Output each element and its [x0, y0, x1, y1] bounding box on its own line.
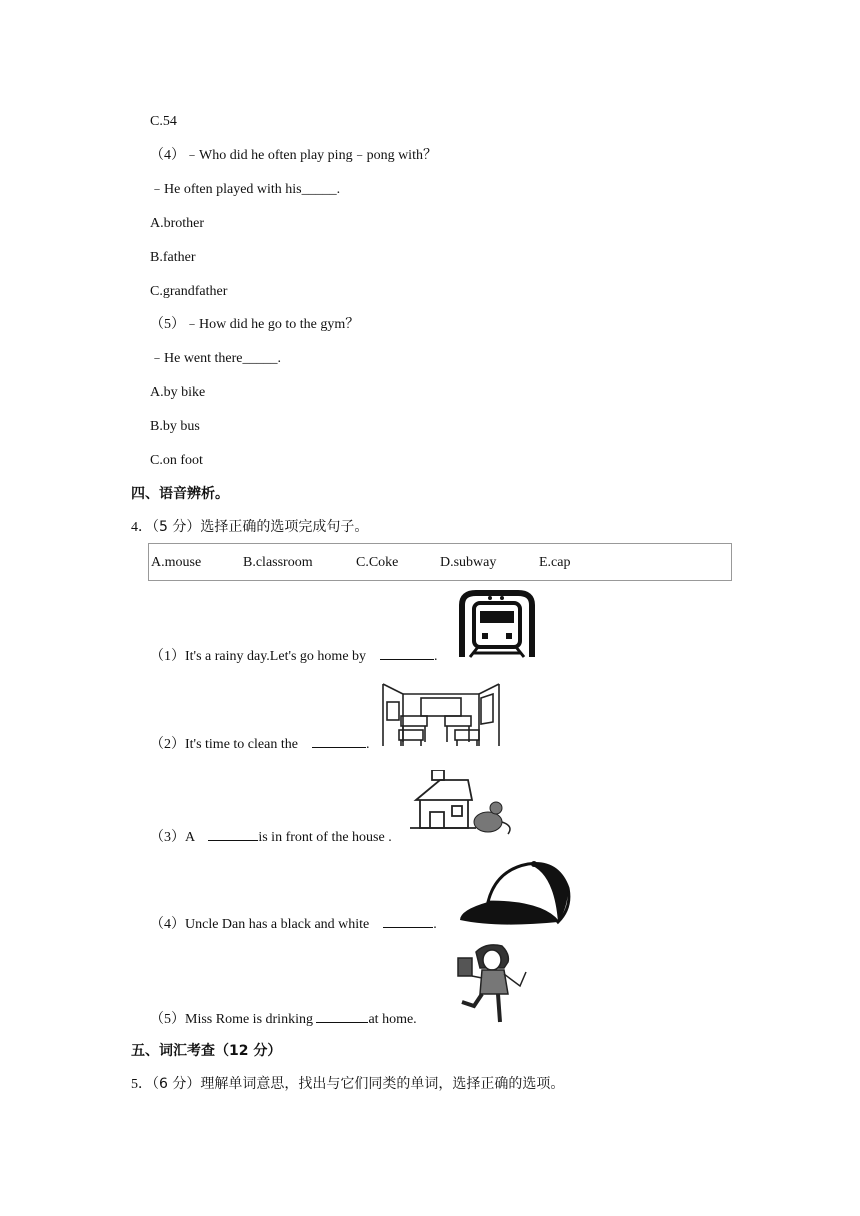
- cap-icon: [458, 858, 572, 930]
- question-4-option-a: A.brother: [150, 216, 205, 231]
- item-5-text: （5）Miss Rome is drinking: [150, 1012, 313, 1027]
- item-1-sentence: [150, 648, 438, 666]
- choice-d: D.subway: [440, 555, 497, 570]
- item-1-blank: [380, 659, 434, 660]
- item-4-sentence: [150, 916, 437, 934]
- item-4-text: （4）Uncle Dan has a black and white: [150, 917, 370, 932]
- item-4-blank: [383, 927, 433, 928]
- item-3-text: （3）A: [150, 830, 195, 845]
- section-4-title: 四、语音辨析。: [131, 486, 229, 502]
- section-5-title: 五、词汇考查（12 分）: [131, 1043, 282, 1059]
- choice-a: A.mouse: [151, 555, 202, 570]
- question-5-option-a: A.by bike: [150, 385, 206, 400]
- drinking-girl-icon: [446, 942, 530, 1024]
- mouse-house-icon: [410, 770, 518, 840]
- question-number: 4．: [131, 520, 152, 535]
- question-4-header: [131, 518, 368, 537]
- classroom-icon: [381, 682, 501, 748]
- item-1-end: .: [434, 649, 438, 664]
- item-2-end: .: [365, 737, 370, 752]
- question-5-option-c: C.on foot: [150, 453, 203, 468]
- choices-box: [148, 543, 732, 581]
- item-2-sentence: [150, 736, 369, 754]
- question-text: （5 分）选择正确的选项完成句子。: [152, 519, 369, 535]
- item-3-end: is in front of the house .: [258, 830, 392, 845]
- subway-train-icon: [456, 589, 538, 659]
- item-5-sentence: [150, 1011, 417, 1029]
- question-4-prompt: （4）﹣Who did he often play ping﹣pong with？: [150, 148, 437, 163]
- item-1-text: （1）It's a rainy day.Let's go home by: [150, 649, 367, 664]
- choice-e: E.cap: [539, 555, 571, 570]
- question-4-option-c: C.grandfather: [150, 284, 228, 299]
- choice-c: C.Coke: [356, 555, 399, 570]
- item-4-end: .: [433, 917, 437, 932]
- question-number: 5．: [131, 1077, 152, 1092]
- question-5-header: [131, 1075, 564, 1094]
- item-5-blank: [316, 1022, 368, 1023]
- question-5-answer-line: ﹣He went there_____.: [150, 351, 282, 366]
- item-5-end: at home.: [368, 1012, 417, 1027]
- item-2-blank: [312, 747, 366, 748]
- item-3-blank: [208, 840, 258, 841]
- option-c-54: C.54: [150, 114, 177, 129]
- question-4-option-b: B.father: [150, 250, 196, 265]
- item-2-text: （2）It's time to clean the: [150, 737, 298, 752]
- question-text: （6 分）理解单词意思，找出与它们同类的单词，选择正确的选项。: [152, 1076, 565, 1092]
- question-4-answer-line: ﹣He often played with his_____.: [150, 182, 341, 197]
- item-3-sentence: [150, 829, 392, 847]
- question-5-prompt: （5）﹣How did he go to the gym？: [150, 317, 360, 332]
- choice-b: B.classroom: [243, 555, 313, 570]
- question-5-option-b: B.by bus: [150, 419, 200, 434]
